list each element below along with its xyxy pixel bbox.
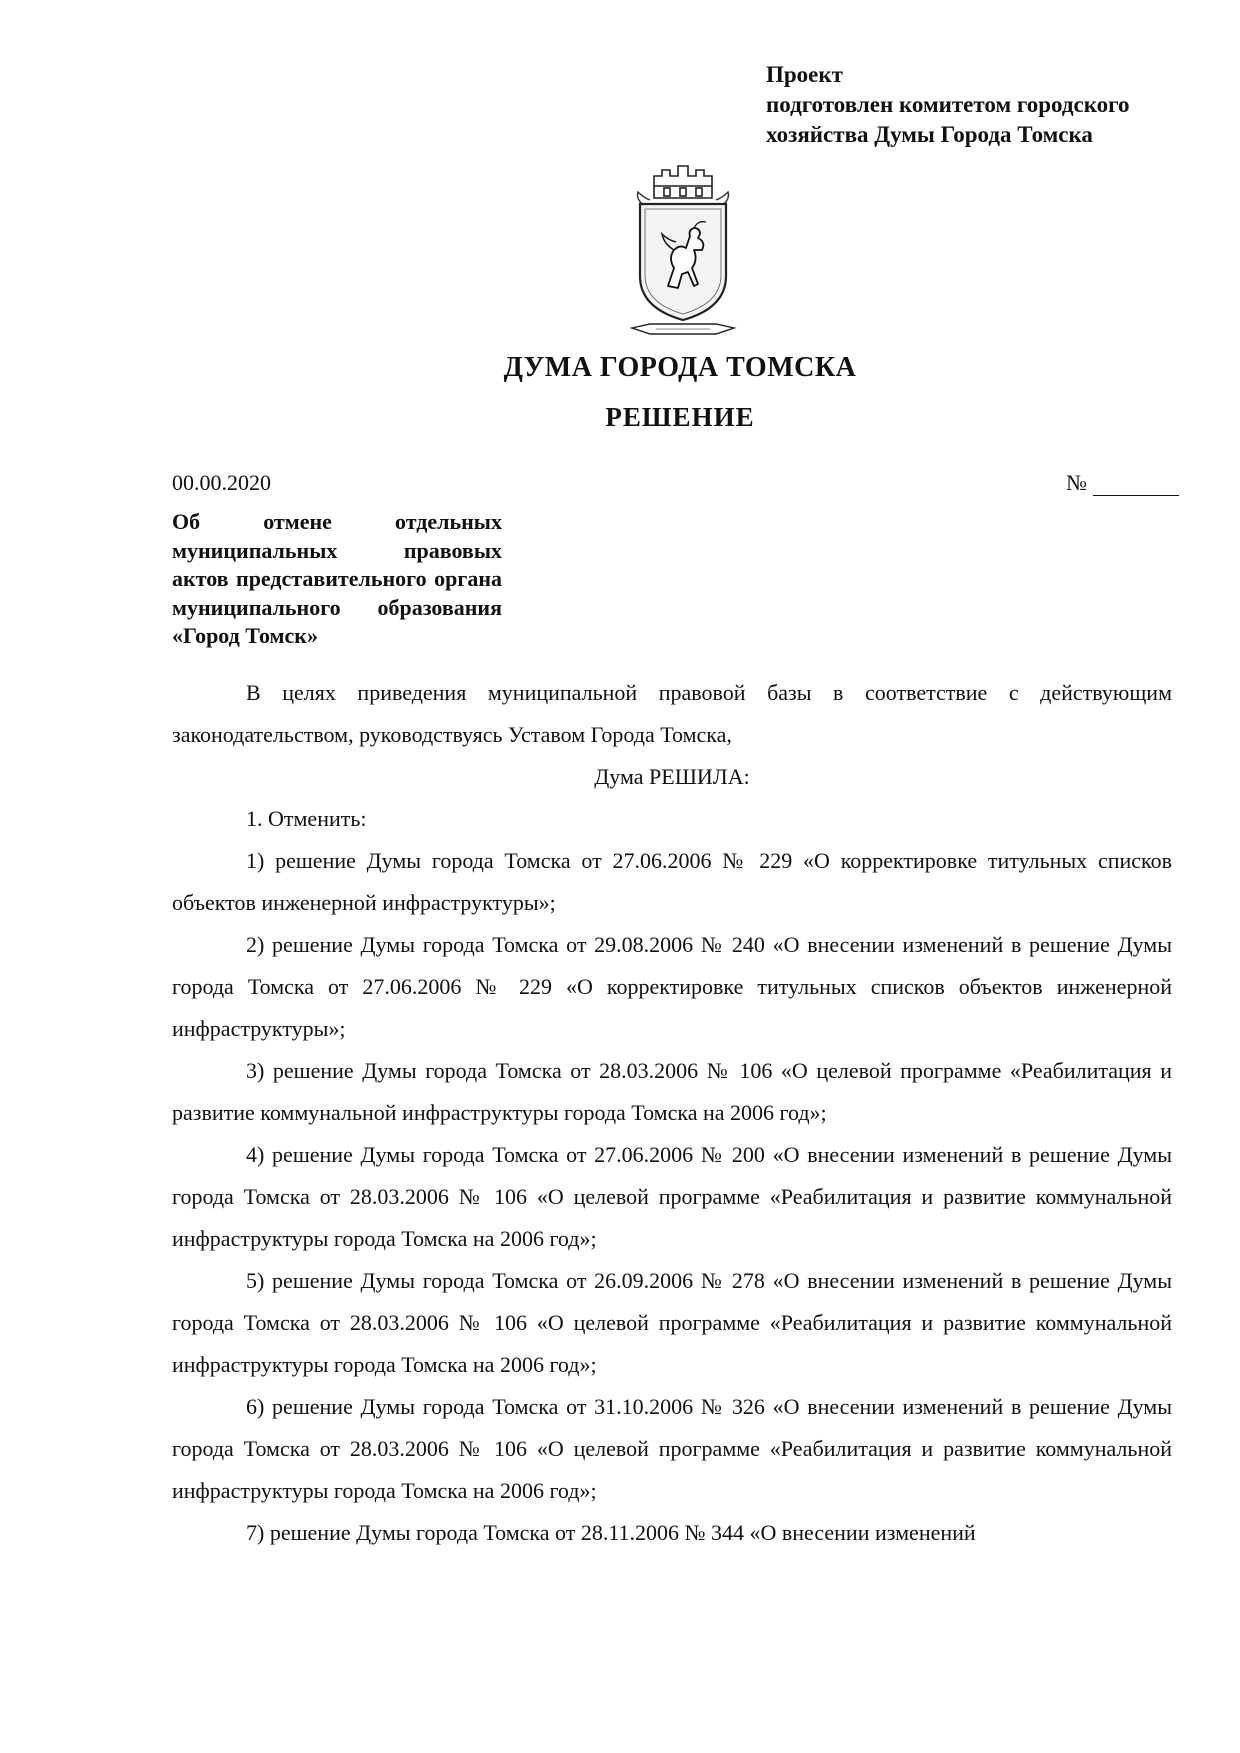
document-date: 00.00.2020 <box>172 470 271 495</box>
number-label: № <box>1066 470 1087 495</box>
organization-title: ДУМА ГОРОДА ТОМСКА <box>503 352 857 383</box>
list-item: 7) решение Думы города Томска от 28.11.2006 № 344 «О внесении изменений <box>246 1520 976 1545</box>
number-blank-line <box>1093 475 1179 496</box>
list-item: 1) решение Думы города Томска от 27.06.2006 № 229 «О корректировке титульных списков объектов инженерной инфраструктуры»; <box>172 848 1172 915</box>
list-item: 6) решение Думы города Томска от 31.10.2006 № 326 «О внесении изменений в решение Думы города Томска от 28.03.2006 № 106 «О целевой программе «Реабилитация и развитие коммунальной инфраструктуры города Томска на 2006 год»; <box>172 1394 1172 1503</box>
document-subject: Об отмене отдельных муниципальных правовых актов представительного органа муниципального образования «Город Томск» <box>172 509 502 648</box>
stamp-line: хозяйства Думы Города Томска <box>766 122 1093 147</box>
document-body <box>172 672 1172 1554</box>
list-item: 4) решение Думы города Томска от 27.06.2006 № 200 «О внесении изменений в решение Думы города Томска от 28.03.2006 № 106 «О целевой программе «Реабилитация и развитие коммунальной инфраструктуры города Томска на 2006 год»; <box>172 1142 1172 1251</box>
list-item: 3) решение Думы города Томска от 28.03.2006 № 106 «О целевой программе «Реабилитация и развитие коммунальной инфраструктуры города Томска на 2006 год»; <box>172 1058 1172 1125</box>
draft-stamp <box>766 60 1130 150</box>
list-item: 2) решение Думы города Томска от 29.08.2006 № 240 «О внесении изменений в решение Думы города Томска от 27.06.2006 № 229 «О корректировке титульных списков объектов инженерной инфраструктуры»; <box>172 932 1172 1041</box>
document-number <box>1066 470 1179 496</box>
resolved-heading: Дума РЕШИЛА: <box>594 764 750 789</box>
tomsk-coat-of-arms-icon <box>628 158 738 340</box>
list-item: 5) решение Думы города Томска от 26.09.2006 № 278 «О внесении изменений в решение Думы города Томска от 28.03.2006 № 106 «О целевой программе «Реабилитация и развитие коммунальной инфраструктуры города Томска на 2006 год»; <box>172 1268 1172 1377</box>
stamp-line: подготовлен комитетом городского <box>766 92 1130 117</box>
preamble-paragraph: В целях приведения муниципальной правовой базы в соответствие с действующим законодательством, руководствуясь Уставом Города Томска, <box>172 680 1172 747</box>
document-type-heading: РЕШЕНИЕ <box>605 402 755 432</box>
point-heading: 1. Отменить: <box>246 806 367 831</box>
stamp-line: Проект <box>766 62 843 87</box>
